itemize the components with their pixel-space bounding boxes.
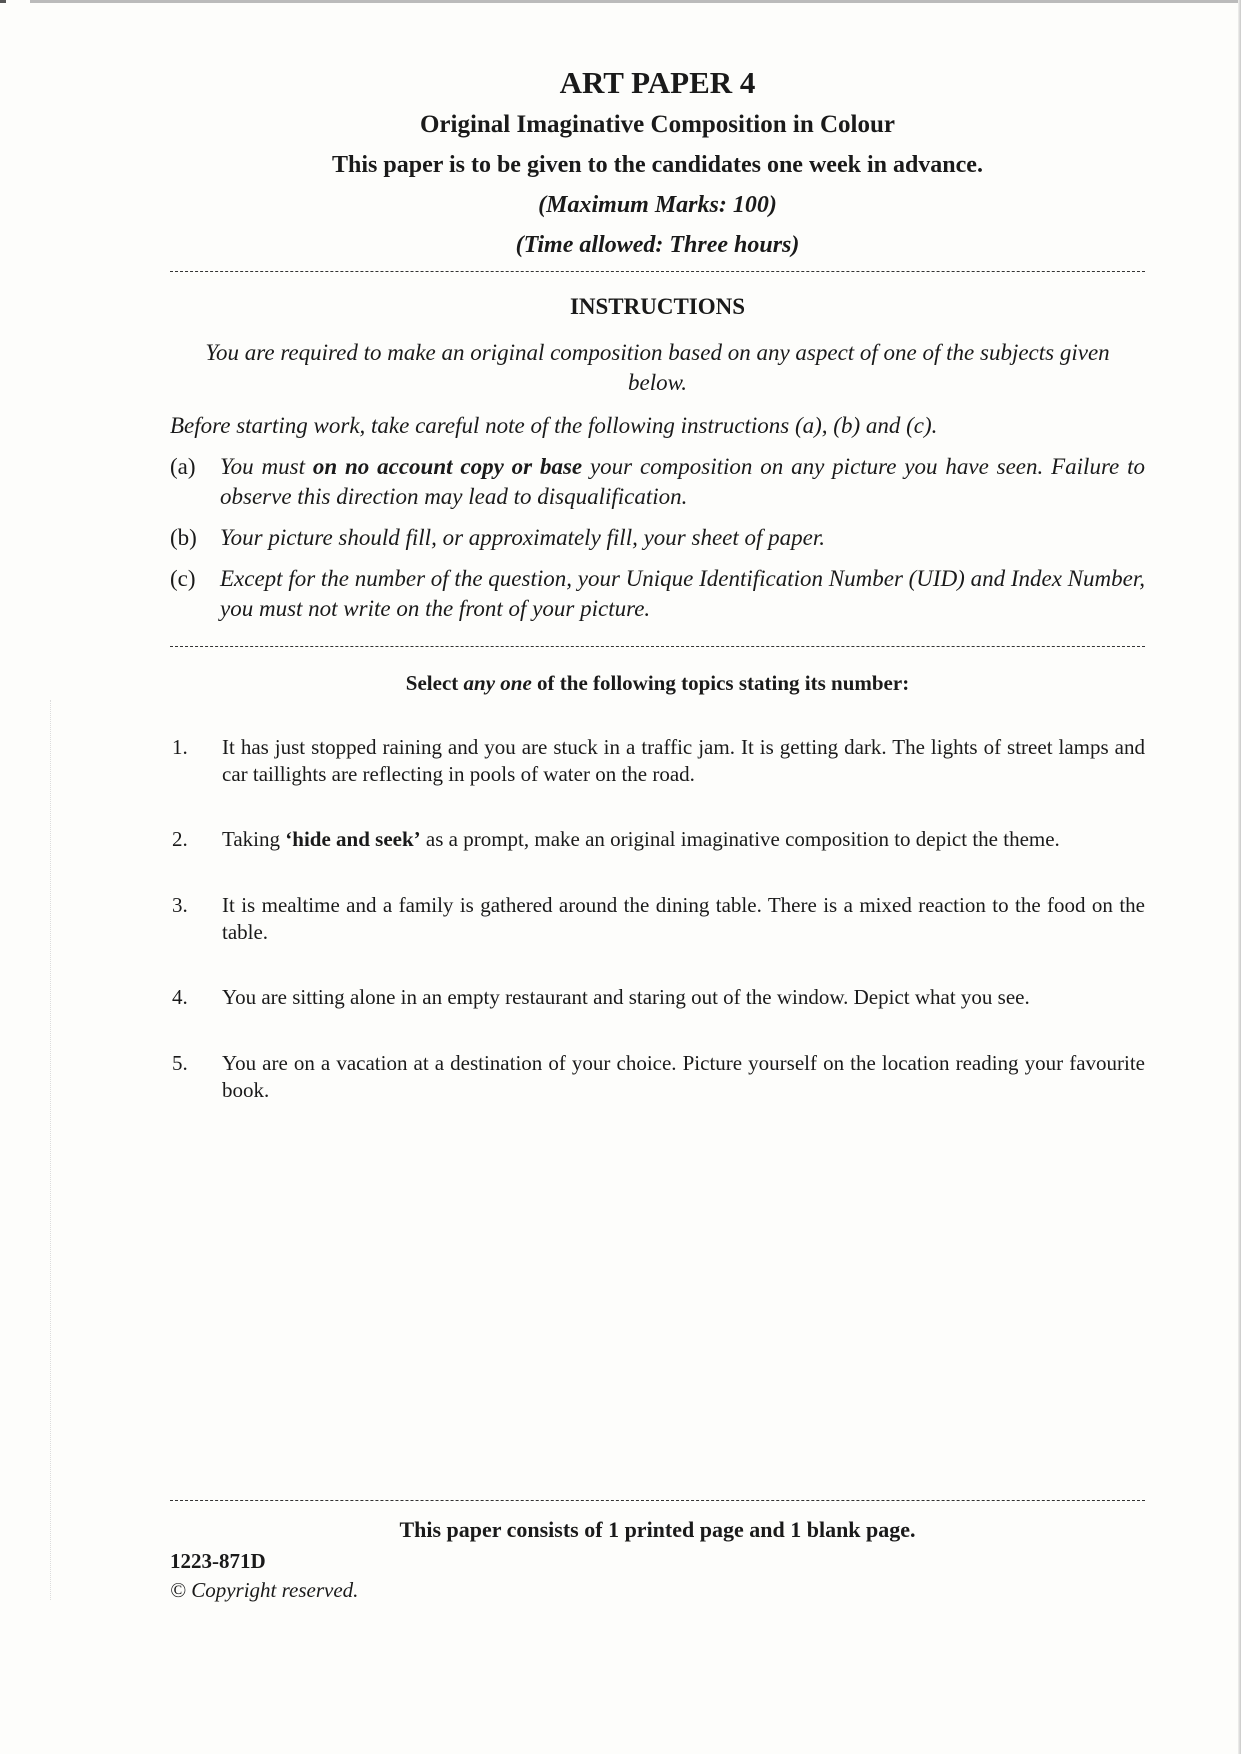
topic-number: 2. (172, 827, 188, 852)
paper-title: ART PAPER 4 (559, 65, 756, 100)
topic-item (170, 734, 1145, 789)
instruction-mark: (b) (170, 525, 197, 551)
instruction-text: Your picture should fill, or approximately fill, your sheet of paper. (220, 525, 826, 551)
topic-number: 5. (172, 1050, 188, 1075)
instruction-text-bold: on no account copy or base (312, 454, 583, 480)
topic-number: 1. (172, 734, 188, 759)
topics-list (170, 734, 1145, 1104)
topic-text-pre: Taking (222, 827, 286, 852)
topic-number: 4. (172, 985, 188, 1010)
topic-text (222, 826, 1145, 853)
paper-subtitle: Original Imaginative Composition in Colour (419, 110, 896, 138)
select-post: of the following topics stating its number: (531, 670, 910, 695)
page-count-note: This paper consists of 1 printed page and 1 blank page. (399, 1517, 916, 1542)
scan-margin-marks (50, 700, 52, 1600)
instruction-text: Except for the number of the question, your Unique Identification Number (UID) and Index Number, you must not write on the front of your picture. (220, 565, 1145, 621)
instructions-intro: You are required to make an original composition based on any aspect of one of the subjects given below. (205, 339, 1110, 395)
instruction-item (170, 452, 1145, 512)
select-emphasis: any one (463, 670, 532, 695)
topic-text: It has just stopped raining and you are stuck in a traffic jam. It is getting dark. The lights of street lamps and car taillights are reflecting in pools of water on the road. (222, 734, 1145, 787)
topic-text: You are sitting alone in an empty restaurant and staring out of the window. Depict what you see. (222, 985, 1030, 1010)
time-allowed: (Time allowed: Three hours) (515, 231, 800, 258)
exam-page (170, 60, 1145, 1142)
topic-item (170, 892, 1145, 947)
select-instruction (170, 671, 1145, 696)
divider (170, 271, 1145, 272)
instructions-before: Before starting work, take careful note of the following instructions (a), (b) and (c). (170, 413, 938, 439)
instruction-mark: (a) (170, 454, 196, 480)
instruction-text-post: your composition on any picture you have seen. Failure to observe this direction may lead to disqualification. (220, 454, 1145, 510)
topic-item (170, 984, 1145, 1011)
scan-top-edge (30, 0, 1241, 3)
topic-item (170, 1050, 1145, 1105)
maximum-marks: (Maximum Marks: 100) (538, 191, 777, 218)
scan-corner-mark (0, 0, 6, 3)
instruction-item (170, 564, 1145, 624)
copyright-notice: © Copyright reserved. (170, 1578, 359, 1602)
instruction-text (220, 452, 1145, 512)
topic-text-post: as a prompt, make an original imaginative composition to depict the theme. (420, 827, 1060, 852)
select-pre: Select (405, 670, 464, 695)
divider (170, 1500, 1145, 1501)
instructions-heading: INSTRUCTIONS (569, 293, 746, 319)
advance-note: This paper is to be given to the candidates one week in advance. (332, 151, 983, 178)
topic-text: You are on a vacation at a destination of your choice. Picture yourself on the location reading your favourite book. (222, 1050, 1145, 1102)
instruction-mark: (c) (170, 565, 196, 591)
instruction-item (170, 523, 1145, 553)
divider (170, 646, 1145, 647)
topic-text: It is mealtime and a family is gathered around the dining table. There is a mixed reaction to the food on the table. (222, 892, 1145, 944)
paper-code: 1223-871D (170, 1549, 266, 1573)
topic-text-bold: ‘hide and seek’ (285, 827, 421, 852)
topic-number: 3. (172, 892, 188, 917)
topic-item (170, 826, 1145, 853)
footer (170, 1488, 1145, 1603)
instruction-text-pre: You must (220, 454, 313, 480)
